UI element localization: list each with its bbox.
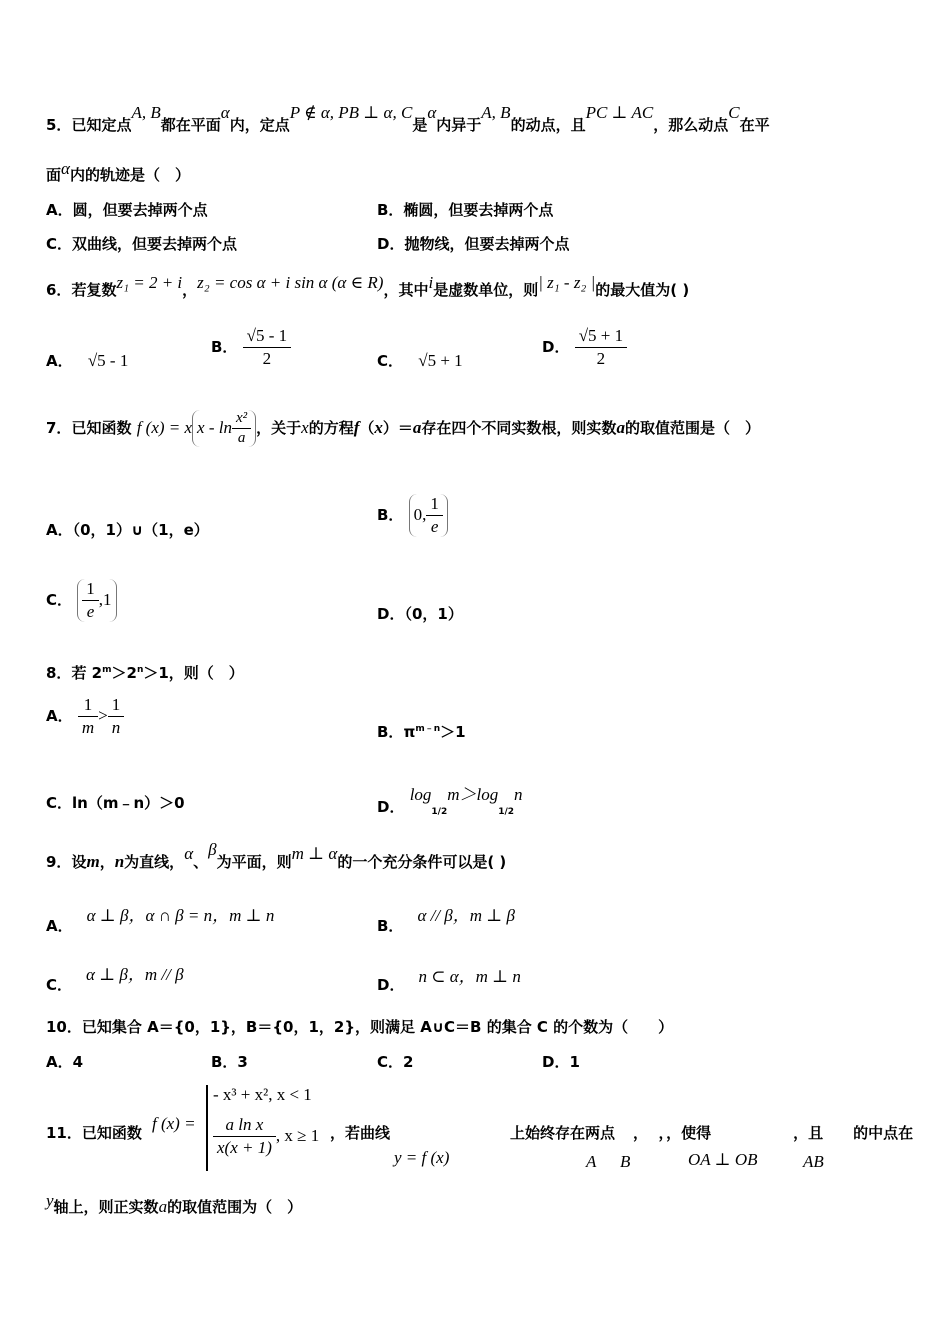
q5-line1: 5．已知定点A, B都在平面α内，定点P ∉ α, PB ⊥ α, C是α内异于A, B的动点，且PC ⊥ AC，那么动点C在平 — [46, 103, 770, 134]
q6-line1: 6．若复数z₁ = 2 + i，z₂ = cos α + i sin α (α ∈ R)，其中i是虚数单位，则| z₁ - z₂ |的最大值为( ) — [46, 273, 690, 299]
q9-option-d[interactable]: D． n ⊂ α，m ⊥ n — [377, 967, 521, 994]
q11-piecewise: - x³ + x², x < 1 $\frac{\text{a ln x}}{x(x + 1)}$ , x ≥ 1 — [206, 1085, 319, 1171]
q9-number: 9． — [46, 853, 72, 871]
q10-option-d[interactable]: D．1 — [542, 1053, 580, 1071]
q8-option-b[interactable]: B．$\pi^{m﹣n}>1$ — [377, 723, 466, 741]
q6-option-a[interactable]: A． √5 - 1 — [46, 351, 129, 370]
q11-f-label: f (x) = — [152, 1114, 196, 1133]
q11-line1-text: ，若曲线 上始终存在两点 ， ，，使得 ，且 的中点在 — [330, 1124, 914, 1142]
q8-line1: 8．若 $2^m>2^n>1$，则（ ） — [46, 664, 244, 682]
q7-option-a[interactable]: A．（0，1）∪（1，e） — [46, 521, 209, 539]
q9-option-a[interactable]: A．α ⊥ β，α ∩ β = n，m ⊥ n — [46, 906, 275, 935]
q11-number: 11． — [46, 1124, 82, 1142]
q5-option-d[interactable]: D．抛物线，但要去掉两个点 — [377, 235, 570, 253]
q8-option-a[interactable]: A． $\frac{1}{m}$ > $\frac{1}{n}$ — [46, 695, 124, 738]
q8-number: 8． — [46, 664, 72, 682]
q9-option-b[interactable]: B．α // β，m ⊥ β — [377, 906, 516, 935]
q6-d-fraction: $\frac{√5 + 1}{2}$ — [575, 326, 627, 369]
q5-line2: 面α内的轨迹是（ ） — [46, 159, 190, 184]
q7-c-interval: $\frac{1}{e}$ ,1 — [77, 579, 116, 622]
q11-label: 11．已知函数 — [46, 1124, 142, 1142]
q9-option-c[interactable]: C．α ⊥ β，m // β — [46, 965, 184, 994]
q6-option-b[interactable]: B． $\frac{√5 - 1}{2}$ — [211, 326, 291, 369]
q7-option-d[interactable]: D．（0，1） — [377, 605, 463, 623]
q6-number: 6． — [46, 281, 72, 299]
q11-oa-ob: OA ⊥ OB — [688, 1150, 758, 1169]
q6-b-fraction: $\frac{√5 - 1}{2}$ — [243, 326, 292, 369]
q7-paren: x - ln $\frac{\text{x²}}{a}$ — [192, 410, 256, 447]
q11-line2: y轴上，则正实数a的取值范围为（ ） — [46, 1191, 303, 1216]
q7-number: 7． — [46, 419, 72, 437]
q5-option-c[interactable]: C．双曲线，但要去掉两个点 — [46, 235, 238, 253]
q7-line1: 7．已知函数 f (x) = x x - ln $\frac{\text{x²}}{a}$ ，关于x的方程f（x）＝a存在四个不同实数根，则实数a的取值范围是（ ） — [46, 410, 760, 446]
q7-option-c[interactable]: C． $\frac{1}{e}$ ,1 — [46, 579, 117, 622]
q5-option-b[interactable]: B．椭圆，但要去掉两个点 — [377, 201, 554, 219]
q10-option-a[interactable]: A．4 — [46, 1053, 84, 1071]
q11-point-a: A — [586, 1152, 597, 1171]
q11-ab: AB — [803, 1152, 824, 1171]
q7-b-interval: 0, $\frac{1}{e}$ — [409, 494, 448, 537]
q11-point-b: B — [620, 1152, 631, 1171]
q8-option-d[interactable]: D． $\log_{1/2}m>\log_{1/2}n$ — [377, 785, 523, 817]
q10-option-c[interactable]: C．2 — [377, 1053, 414, 1071]
q10-line1: 10．已知集合 A＝{0，1}，B＝{0，1，2}，则满足 A∪C＝B 的集合 C 的个数为（ ） — [46, 1018, 674, 1036]
q5-option-a[interactable]: A．圆，但要去掉两个点 — [46, 201, 208, 219]
q5-number: 5． — [46, 116, 72, 134]
q6-option-c[interactable]: C． √5 + 1 — [377, 351, 463, 370]
q11-curve: y = f (x) — [394, 1148, 450, 1167]
q7-option-b[interactable]: B． 0, $\frac{1}{e}$ — [377, 494, 448, 537]
q9-line1: 9．设m，n为直线，α、β为平面，则m ⊥ α的一个充分条件可以是( ) — [46, 840, 507, 871]
q6-option-d[interactable]: D． $\frac{√5 + 1}{2}$ — [542, 326, 627, 369]
q8-option-c[interactable]: C．ln（m﹣n）＞0 — [46, 794, 185, 812]
q10-option-b[interactable]: B．3 — [211, 1053, 248, 1071]
